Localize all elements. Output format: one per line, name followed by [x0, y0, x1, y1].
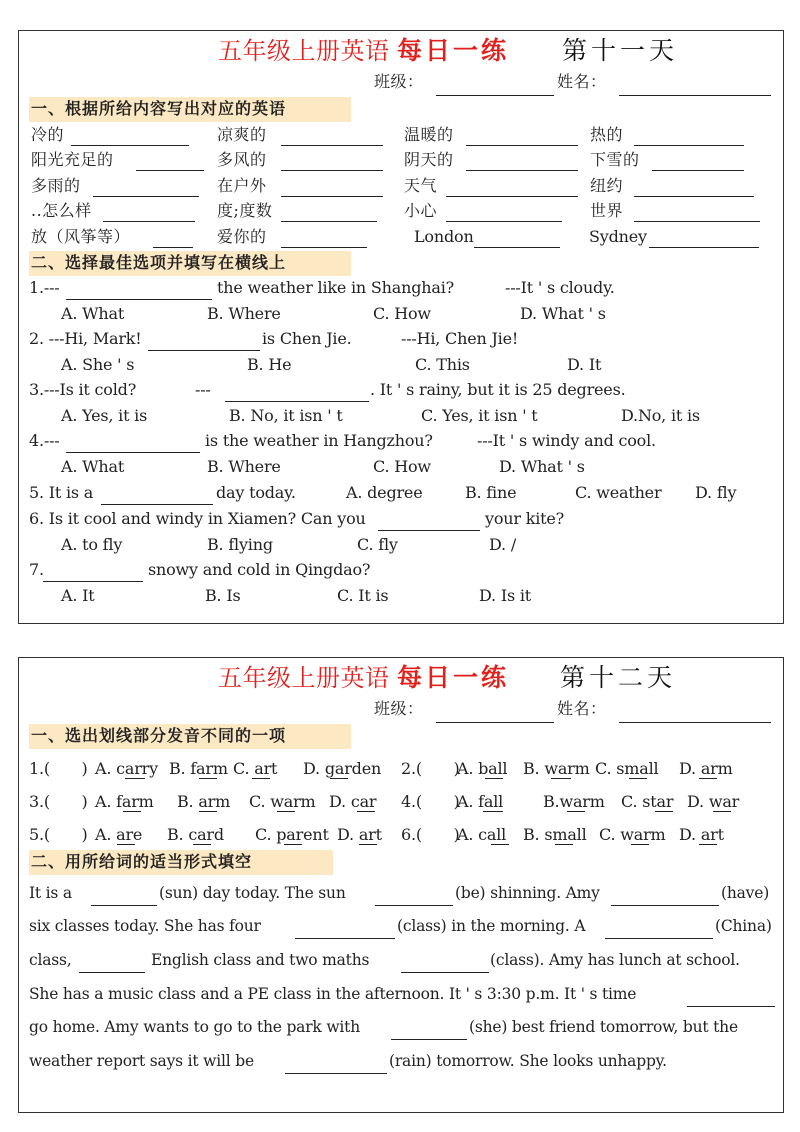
worksheet-day11: [18, 30, 784, 624]
option[interactable]: A. degree: [346, 483, 423, 502]
cloze-text: (class). Amy has lunch at school.: [490, 951, 740, 969]
vocab-word: 下雪的: [590, 150, 640, 169]
option[interactable]: C. How: [373, 304, 431, 323]
sound-underline: [483, 811, 503, 812]
cloze-text: (class) in the morning. A: [397, 917, 586, 935]
option[interactable]: D. war: [687, 792, 740, 811]
answer-blank[interactable]: [225, 401, 369, 402]
answer-blank[interactable]: [378, 530, 480, 531]
answer-blank[interactable]: [649, 247, 759, 248]
option[interactable]: A. to fly: [61, 535, 123, 554]
answer-blank[interactable]: [634, 221, 760, 222]
answer-blank[interactable]: [79, 972, 145, 973]
worksheet-title: 五年级上册英语: [218, 664, 390, 692]
question-stem: is Chen Jie.: [262, 329, 352, 348]
answer-blank[interactable]: [634, 196, 754, 197]
cloze-text: English class and two maths: [151, 951, 370, 969]
option[interactable]: A. She ' s: [61, 355, 135, 374]
section1-heading: 一、选出划线部分发音不同的一项: [31, 726, 287, 745]
item-number[interactable]: 5.( ): [29, 825, 88, 844]
vocab-word: London: [414, 227, 474, 246]
answer-blank[interactable]: [474, 247, 560, 248]
option[interactable]: C. Yes, it isn ' t: [421, 406, 538, 425]
option[interactable]: D. car: [329, 792, 377, 811]
option[interactable]: A. are: [95, 825, 143, 844]
option[interactable]: C. weather: [575, 483, 662, 502]
question-stem: 5. It is a: [29, 483, 94, 502]
answer-blank[interactable]: [148, 350, 260, 351]
sound-underline: [252, 778, 270, 779]
option[interactable]: B. fine: [465, 483, 517, 502]
answer-blank[interactable]: [466, 170, 578, 171]
option[interactable]: A. What: [61, 304, 125, 323]
class-field[interactable]: [436, 95, 554, 96]
answer-blank[interactable]: [281, 196, 383, 197]
class-label: 班级：: [374, 72, 424, 91]
question-stem: the weather like in Shanghai?: [217, 278, 455, 297]
sound-underline: [555, 844, 573, 845]
option[interactable]: B. card: [167, 825, 224, 844]
vocab-word: 爱你的: [217, 227, 267, 246]
item-number[interactable]: 2.( ): [401, 759, 460, 778]
answer-blank[interactable]: [66, 452, 200, 453]
answer-blank[interactable]: [446, 221, 562, 222]
worksheet-title: 五年级上册英语: [218, 37, 390, 65]
cloze-text: (China): [715, 917, 772, 935]
option[interactable]: B. Where: [207, 457, 281, 476]
sound-underline: [485, 778, 503, 779]
cloze-text: She has a music class and a PE class in the afternoon. It ' s 3:30 p.m. It ' s time: [29, 985, 637, 1003]
name-field[interactable]: [619, 722, 771, 723]
vocab-word: 纽约: [590, 176, 624, 195]
item-number[interactable]: 1.( ): [29, 759, 88, 778]
option[interactable]: B. flying: [207, 535, 273, 554]
vocab-word: 天气: [404, 176, 438, 195]
question-stem: . It ' s rainy, but it is 25 degrees.: [370, 380, 626, 399]
answer-blank[interactable]: [103, 221, 195, 222]
option[interactable]: D. Is it: [479, 586, 531, 605]
option[interactable]: D. garden: [303, 759, 382, 778]
cloze-text: (sun) day today. The sun: [159, 884, 346, 902]
option[interactable]: C. How: [373, 457, 431, 476]
option[interactable]: A. ball: [457, 759, 508, 778]
option[interactable]: A. Yes, it is: [61, 406, 148, 425]
question-stem: 2. ---Hi, Mark!: [29, 329, 142, 348]
option[interactable]: D. fly: [695, 483, 737, 502]
sound-underline: [193, 844, 211, 845]
section1-heading: 一、根据所给内容写出对应的英语: [31, 99, 287, 118]
answer-blank[interactable]: [375, 905, 453, 906]
question-stem: 7.: [29, 560, 44, 579]
question-reply: ---It ' s windy and cool.: [477, 431, 656, 450]
option[interactable]: C. warm: [249, 792, 316, 811]
cloze-text: go home. Amy wants to go to the park with: [29, 1018, 360, 1036]
option[interactable]: D. /: [489, 535, 517, 554]
question-reply: ---It ' s cloudy.: [505, 278, 615, 297]
answer-blank[interactable]: [605, 938, 713, 939]
option[interactable]: C. warm: [599, 825, 666, 844]
answer-blank[interactable]: [281, 247, 367, 248]
answer-blank[interactable]: [687, 1006, 775, 1007]
answer-blank[interactable]: [281, 145, 383, 146]
cloze-text: (have): [721, 884, 770, 902]
option[interactable]: C. star: [621, 792, 674, 811]
vocab-word: 多雨的: [31, 176, 81, 195]
option[interactable]: A. fall: [457, 792, 504, 811]
answer-blank[interactable]: [136, 170, 204, 171]
name-field[interactable]: [619, 95, 771, 96]
sound-underline: [330, 778, 348, 779]
vocab-word: 在户外: [217, 176, 267, 195]
option[interactable]: B. small: [523, 825, 587, 844]
option[interactable]: C. art: [233, 759, 278, 778]
sound-underline: [357, 811, 375, 812]
question-stem: ---: [195, 380, 211, 399]
answer-blank[interactable]: [66, 299, 212, 300]
option[interactable]: B. No, it isn ' t: [229, 406, 343, 425]
cloze-text: weather report says it will be: [29, 1052, 254, 1070]
worksheet-day-label: 第十二天: [560, 663, 677, 692]
vocab-word: 世界: [590, 201, 624, 220]
cloze-text: It is a: [29, 884, 72, 902]
cloze-text: six classes today. She has four: [29, 917, 261, 935]
option[interactable]: B. Is: [205, 586, 241, 605]
option[interactable]: C. This: [415, 355, 470, 374]
vocab-word: 放（风筝等）: [31, 227, 131, 246]
worksheet-title-daily: 每日一练: [397, 663, 510, 692]
sound-underline: [491, 844, 509, 845]
section2-heading: 二、选择最佳选项并填写在横线上: [31, 253, 287, 272]
question-stem: 6. Is it cool and windy in Xiamen? Can you: [29, 509, 366, 528]
vocab-word: 凉爽的: [217, 125, 267, 144]
option[interactable]: A. It: [61, 586, 95, 605]
answer-blank[interactable]: [281, 170, 383, 171]
option[interactable]: A. What: [61, 457, 125, 476]
sound-underline: [655, 811, 673, 812]
option[interactable]: C. parent: [255, 825, 329, 844]
question-reply: ---Hi, Chen Jie!: [401, 329, 519, 348]
answer-blank[interactable]: [101, 504, 213, 505]
sound-underline: [199, 778, 217, 779]
sound-underline: [199, 811, 217, 812]
option[interactable]: C. It is: [337, 586, 389, 605]
cloze-text: (be) shinning. Amy: [455, 884, 600, 902]
vocab-word: 多风的: [217, 150, 267, 169]
worksheet-day-label: 第十一天: [562, 36, 679, 65]
answer-blank[interactable]: [71, 145, 189, 146]
option[interactable]: C. small: [595, 759, 659, 778]
worksheet-title-daily: 每日一练: [397, 36, 510, 65]
item-number[interactable]: 6.( ): [401, 825, 460, 844]
vocab-word: 小心: [404, 201, 438, 220]
answer-blank[interactable]: [295, 938, 395, 939]
question-stem: day today.: [216, 483, 296, 502]
option[interactable]: D. What ' s: [520, 304, 606, 323]
item-number[interactable]: 3.( ): [29, 792, 88, 811]
answer-blank[interactable]: [93, 196, 199, 197]
vocab-word: 阳光充足的: [31, 150, 114, 169]
sound-underline: [713, 811, 731, 812]
vocab-word: 阴天的: [404, 150, 454, 169]
question-stem: 4.---: [29, 431, 60, 450]
vocab-word: 温暖的: [404, 125, 454, 144]
vocab-word: ..怎么样: [31, 201, 92, 220]
vocab-word: 度;度数: [217, 201, 273, 220]
option[interactable]: B. He: [247, 355, 292, 374]
option[interactable]: B. farm: [169, 759, 228, 778]
question-stem: your kite?: [485, 509, 565, 528]
answer-blank[interactable]: [634, 145, 744, 146]
answer-blank[interactable]: [281, 221, 377, 222]
option[interactable]: D.No, it is: [621, 406, 700, 425]
cloze-text: class,: [29, 951, 72, 969]
name-label: 姓名：: [557, 72, 607, 91]
vocab-word: 冷的: [31, 125, 65, 144]
answer-blank[interactable]: [652, 170, 744, 171]
worksheet-day12: [18, 657, 784, 1113]
class-field[interactable]: [436, 722, 554, 723]
option[interactable]: B. arm: [177, 792, 231, 811]
sound-underline: [123, 811, 141, 812]
option[interactable]: D. art: [679, 825, 724, 844]
sound-underline: [359, 844, 377, 845]
section2-heading: 二、用所给词的适当形式填空: [31, 852, 253, 871]
question-stem: 3.---Is it cold?: [29, 380, 137, 399]
option[interactable]: B. warm: [523, 759, 590, 778]
option[interactable]: A. call: [457, 825, 507, 844]
answer-blank[interactable]: [446, 196, 578, 197]
answer-blank[interactable]: [43, 581, 143, 582]
answer-blank[interactable]: [91, 905, 157, 906]
option[interactable]: D. What ' s: [499, 457, 585, 476]
question-stem: 1.---: [29, 278, 60, 297]
name-label: 姓名：: [557, 699, 607, 718]
option[interactable]: B. Where: [207, 304, 281, 323]
sound-underline: [125, 778, 145, 779]
answer-blank[interactable]: [285, 1073, 387, 1074]
question-stem: snowy and cold in Qingdao?: [148, 560, 371, 579]
answer-blank[interactable]: [611, 905, 719, 906]
sound-underline: [631, 844, 649, 845]
sound-underline: [284, 844, 302, 845]
option[interactable]: B.warm: [543, 792, 605, 811]
option[interactable]: A. carry: [95, 759, 158, 778]
class-label: 班级：: [374, 699, 424, 718]
sound-underline: [629, 778, 647, 779]
cloze-text: (she) best friend tomorrow, but the: [469, 1018, 738, 1036]
sound-underline: [567, 811, 585, 812]
vocab-word: 热的: [590, 125, 624, 144]
option[interactable]: D. arm: [679, 759, 733, 778]
option[interactable]: A. farm: [95, 792, 154, 811]
cloze-text: (rain) tomorrow. She looks unhappy.: [389, 1052, 667, 1070]
option[interactable]: D. art: [337, 825, 382, 844]
sound-underline: [117, 844, 135, 845]
sound-underline: [699, 844, 717, 845]
question-stem: is the weather in Hangzhou?: [205, 431, 433, 450]
answer-blank[interactable]: [466, 145, 578, 146]
vocab-word: Sydney: [589, 227, 647, 246]
answer-blank[interactable]: [401, 972, 489, 973]
option[interactable]: C. fly: [357, 535, 398, 554]
sound-underline: [699, 778, 717, 779]
sound-underline: [277, 811, 295, 812]
answer-blank[interactable]: [153, 247, 193, 248]
sound-underline: [551, 778, 571, 779]
option[interactable]: D. It: [567, 355, 602, 374]
answer-blank[interactable]: [391, 1039, 467, 1040]
item-number[interactable]: 4.( ): [401, 792, 460, 811]
